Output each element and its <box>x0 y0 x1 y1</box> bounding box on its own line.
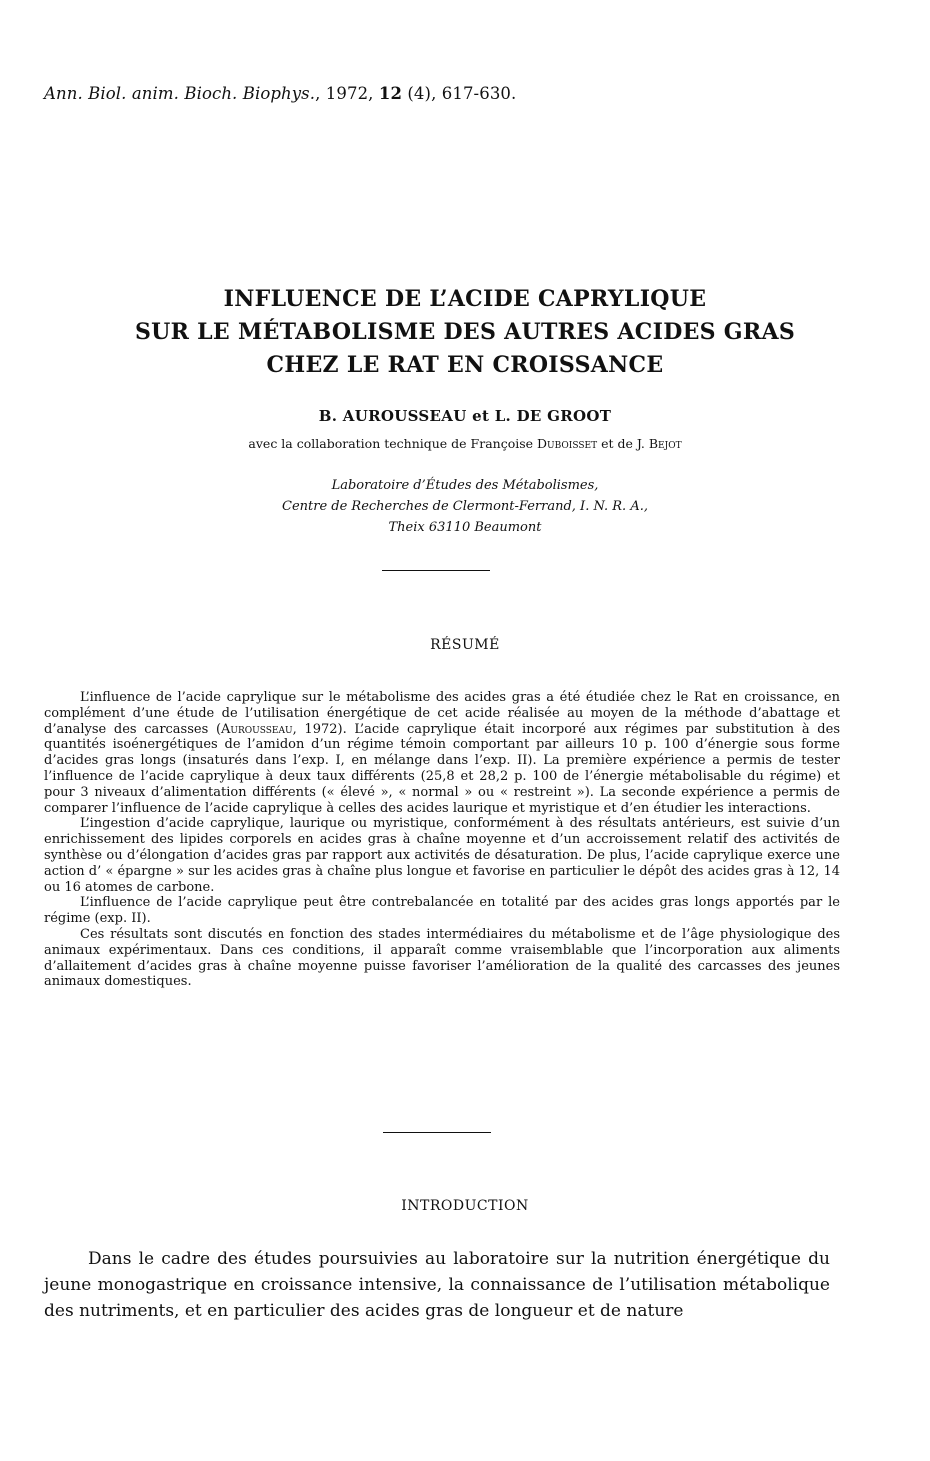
separator-rule-1 <box>382 570 490 571</box>
journal-year: , 1972, <box>315 84 379 103</box>
authors: B. AUROUSSEAU et L. DE GROOT <box>318 407 612 425</box>
title-line-3: CHEZ LE RAT EN CROISSANCE <box>266 352 664 378</box>
title-line-2: SUR LE MÉTABOLISME DES AUTRES ACIDES GRAS <box>134 319 796 345</box>
resume-text: L’influence de l’acide caprylique sur le métabolisme des acides gras a été étudiée chez le Rat en croissance, en complément d’une étude de l’utilisation énergétique de cet acide réalisée au moyen de la méthode d’abattage et d’analyse des carcasses ( <box>44 690 840 737</box>
introduction-body <box>44 1246 830 1324</box>
introduction-paragraph: Dans le cadre des études poursuivies au laboratoire sur la nutrition énergétique du jeune monogastrique en croissance intensive, la connaissance de l’utilisation métabolique des nutriments, et en particulier des acides gras de longueur et de nature <box>44 1249 830 1321</box>
citation-author: Aurousseau <box>221 721 293 737</box>
resume-paragraph: L’ingestion d’acide caprylique, laurique ou myristique, conformément à des résultats antérieurs, est suivie d’un enrichissement des lipides corporels en acides gras à chaîne moyenne et d’un accroissement relatif des activités de synthèse ou d’élongation d’acides gras par rapport aux activités de désaturation. De plus, l’acide caprylique exerce une action d’ « épargne » sur les acides gras à chaîne plus longue et favorise en particulier le dépôt des acides gras à 12, 14 ou 16 atomes de carbone. <box>44 816 840 895</box>
journal-citation <box>44 84 516 103</box>
journal-volume: 12 <box>378 84 403 103</box>
journal-pages: (4), 617-630. <box>402 84 517 103</box>
affiliation-line-3: Theix 63110 Beaumont <box>388 520 542 535</box>
collaboration-prefix: avec la collaboration technique de Françoise <box>248 436 538 451</box>
affiliation-line-1: Laboratoire d’Études des Métabolismes, <box>331 478 599 493</box>
collaboration-line <box>0 436 930 451</box>
resume-paragraph <box>44 690 840 816</box>
collaborator-2: Bejot <box>648 436 682 451</box>
resume-body <box>44 690 840 990</box>
resume-text: , 1972). L’acide caprylique était incorporé aux régimes par substitution à des quantités isoénergétiques de l’amidon d’un régime témoin comportant par ailleurs 10 p. 100 d’énergie sous forme d’acides gras longs (insaturés dans l’exp. I, en mélange dans l’exp. II). La première expérience a permis de tester l’influence de l’acide caprylique à deux taux différents (25,8 et 28,2 p. 100 de l’énergie métabolisable du régime) et pour 3 niveaux d’alimentation différents (« élevé », « normal » ou « restreint »). La seconde expérience a permis de comparer l’influence de l’acide caprylique à celles des acides laurique et myristique et d’en étudier les interactions. <box>44 721 840 816</box>
introduction-heading: INTRODUCTION <box>401 1198 529 1214</box>
separator-rule-2 <box>383 1132 491 1133</box>
resume-paragraph: L’influence de l’acide caprylique peut être contrebalancée en totalité par des acides gras longs apportés par le régime (exp. II). <box>44 895 840 927</box>
collaborator-1: Duboisset <box>537 436 598 451</box>
collaboration-middle: et de J. <box>597 436 649 451</box>
journal-name: Ann. Biol. anim. Bioch. Biophys. <box>44 84 316 103</box>
resume-heading: RÉSUMÉ <box>430 637 500 653</box>
affiliation-line-2: Centre de Recherches de Clermont-Ferrand, I. N. R. A., <box>282 499 648 514</box>
paper-title <box>0 283 930 382</box>
title-line-1: INFLUENCE DE L’ACIDE CAPRYLIQUE <box>223 286 707 312</box>
affiliation <box>0 475 930 538</box>
resume-paragraph: Ces résultats sont discutés en fonction des stades intermédiaires du métabolisme et de l’âge physiologique des animaux expérimentaux. Dans ces conditions, il apparaît comme vraisemblable que l’incorporation aux aliments d’allaitement d’acides gras à chaîne moyenne puisse favoriser l’amélioration de la qualité des carcasses des jeunes animaux domestiques. <box>44 926 840 990</box>
